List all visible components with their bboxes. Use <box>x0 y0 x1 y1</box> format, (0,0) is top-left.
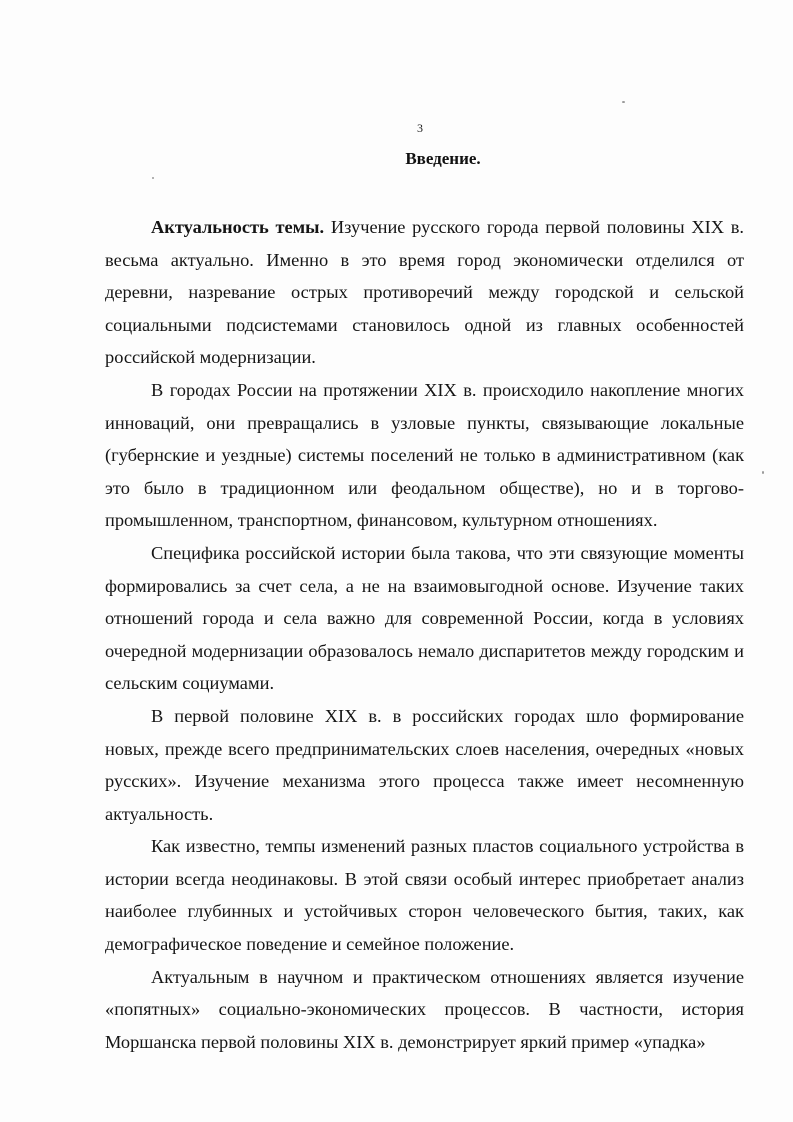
paragraph-regressive-processes <box>105 961 744 1059</box>
paragraph-text: Изучение русского города первой половины XIX в. весьма актуально. Именно в это время город экономически отделился от деревни, назревание острых противоречий между городской и сельской социальными подсистемами становилось одной из главных особенностей российской модернизации. <box>105 217 745 368</box>
scan-speck <box>622 101 625 103</box>
page-title: Введение. <box>405 149 481 168</box>
paragraph-text: В городах России на протяжении XIX в. происходило накопление многих инноваций, они превращались в узловые пункты, связывающие локальные (губернские и уездные) системы поселений не только в административном (как это было в традиционном или феодальном обществе), но и в торгово-промышленном, транспортном, финансовом, культурном отношениях. <box>105 379 744 531</box>
scan-speck <box>762 471 764 474</box>
scan-speck <box>152 177 154 179</box>
page-number: 3 <box>417 121 423 135</box>
paragraph-social-change <box>105 830 744 960</box>
paragraph-relevance <box>105 211 744 374</box>
paragraph-new-strata <box>105 700 744 830</box>
paragraph-text: В первой половине XIX в. в российских городах шло формирование новых, прежде всего предпринимательских слоев населения, очередных «новых русских». Изучение механизма этого процесса также имеет несомненную актуальность. <box>105 705 744 824</box>
paragraph-lead: Актуальность темы. <box>151 217 325 237</box>
paragraph-specifics <box>105 537 744 700</box>
paragraph-text: Специфика российской истории была такова, что эти связующие моменты формировались за счет села, а не на взаимовыгодной основе. Изучение таких отношений города и села важно для современной России, когда в условиях очередной модернизации образовалось немало диспаритетов между городским и сельским социумами. <box>105 542 744 694</box>
paragraph-text: Как известно, темпы изменений разных пластов социального устройства в истории всегда неодинаковы. В этой связи особый интерес приобретает анализ наиболее глубинных и устойчивых сторон человеческого бытия, таких, как демографическое поведение и семейное положение. <box>105 836 744 955</box>
paragraph-text: Актуальным в научном и практическом отношениях является изучение «попятных» социально-экономических процессов. В частности, история Моршанска первой половины XIX в. демонстрирует яркий пример «упадка» <box>105 966 744 1052</box>
paragraph-innovations <box>105 374 744 537</box>
body-text <box>105 211 744 1058</box>
